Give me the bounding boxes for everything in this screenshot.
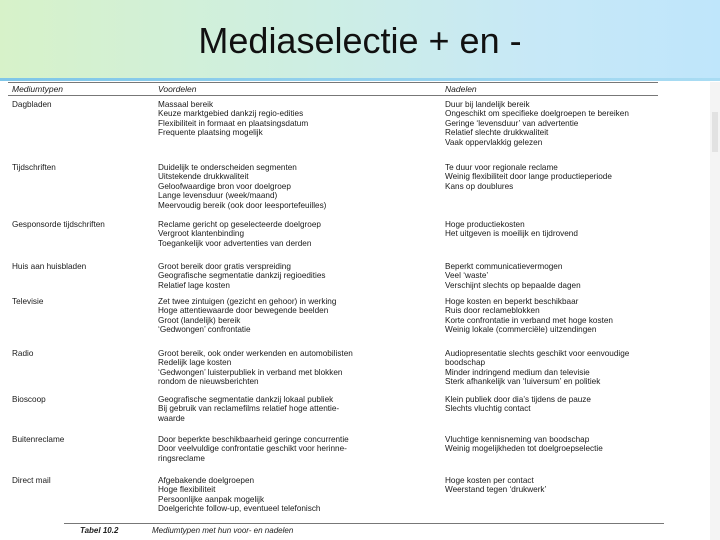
nadeel-item: Ongeschikt om specifieke doelgroepen te bereiken: [445, 109, 629, 119]
voordeel-item: Uitstekende drukkwaliteit: [158, 172, 249, 182]
table-header-row: [8, 82, 658, 96]
row-media-type: Tijdschriften: [12, 163, 56, 172]
voordeel-item: ‘Gedwongen’ confrontatie: [158, 325, 251, 335]
title-divider: [0, 78, 720, 81]
row-media-type: Dagbladen: [12, 100, 52, 109]
voordeel-item: Geografische segmentatie dankzij regioedities: [158, 271, 326, 281]
nadeel-item: Het uitgeven is moeilijk en tijdrovend: [445, 229, 578, 239]
nadeel-item: Korte confrontatie in verband met hoge kosten: [445, 315, 613, 325]
row-voordelen: [158, 435, 438, 463]
nadeel-item: Vaak oppervlakkig gelezen: [445, 137, 543, 147]
row-nadelen: [445, 297, 670, 335]
header-voordelen: Voordelen: [158, 84, 197, 94]
voordeel-item: ‘Gedwongen’ luisterpubliek in verband met blokken: [158, 367, 343, 377]
nadeel-item: Audiopresentatie slechts geschikt voor eenvoudige: [445, 349, 630, 358]
nadeel-item: Weinig flexibiliteit door lange productieperiode: [445, 172, 612, 182]
voordeel-item: waarde: [158, 413, 185, 423]
nadeel-item: Kans op doublures: [445, 181, 514, 191]
scrollbar-thumb[interactable]: [712, 112, 718, 152]
nadeel-item: Verschijnt slechts op bepaalde dagen: [445, 280, 581, 290]
voordeel-item: Toegankelijk voor advertenties van derden: [158, 238, 312, 248]
table-caption: [64, 523, 664, 536]
voordeel-item: Groot bereik door gratis verspreiding: [158, 262, 291, 271]
caption-label: Tabel 10.2: [80, 526, 119, 535]
media-table-image: [8, 82, 708, 534]
voordeel-item: Geloofwaardige bron voor doelgroep: [158, 181, 291, 191]
voordeel-item: Door veelvuldige confrontatie geschikt voor herinne-: [158, 444, 347, 454]
nadeel-item: Weinig mogelijkheden tot doelgroepselectie: [445, 444, 603, 454]
voordeel-item: Vergroot klantenbinding: [158, 229, 245, 239]
voordeel-item: Zet twee zintuigen (gezicht en gehoor) in werking: [158, 297, 337, 306]
row-voordelen: [158, 297, 438, 335]
row-media-type: Huis aan huisbladen: [12, 262, 87, 271]
row-media-type: Buitenreclame: [12, 435, 65, 444]
voordeel-item: Relatief lage kosten: [158, 280, 230, 290]
row-voordelen: [158, 100, 438, 138]
row-media-type: Radio: [12, 349, 34, 358]
voordeel-item: Groot (landelijk) bereik: [158, 315, 241, 325]
slide-title: Mediaselectie + en -: [198, 20, 522, 61]
nadeel-item: Hoge kosten per contact: [445, 476, 534, 485]
nadeel-item: Slechts vluchtig contact: [445, 404, 531, 414]
voordeel-item: Doelgerichte follow-up, eventueel telefonisch: [158, 504, 321, 514]
vertical-scrollbar[interactable]: [710, 82, 720, 540]
header-mediumtypen: Mediumtypen: [12, 84, 64, 94]
nadeel-item: Duur bij landelijk bereik: [445, 100, 530, 109]
voordeel-item: rondom de nieuwsberichten: [158, 377, 259, 387]
row-voordelen: [158, 262, 438, 290]
voordeel-item: Lange levensduur (week/maand): [158, 191, 278, 201]
voordeel-item: Redelijk lage kosten: [158, 358, 232, 368]
voordeel-item: Flexibiliteit in formaat en plaatsingsdatum: [158, 118, 309, 128]
row-voordelen: [158, 349, 438, 387]
nadeel-item: Te duur voor regionale reclame: [445, 163, 558, 172]
row-nadelen: [445, 349, 670, 387]
row-nadelen: [445, 476, 670, 495]
row-media-type: Televisie: [12, 297, 44, 306]
row-voordelen: [158, 220, 438, 248]
voordeel-item: Afgebakende doelgroepen: [158, 476, 255, 485]
row-nadelen: [445, 262, 670, 290]
voordeel-item: Duidelijk te onderscheiden segmenten: [158, 163, 297, 172]
voordeel-item: Meervoudig bereik (ook door leesportefeuilles): [158, 200, 327, 210]
voordeel-item: ringsreclame: [158, 453, 205, 463]
slide-title-bar: [0, 0, 720, 80]
row-media-type: Bioscoop: [12, 395, 46, 404]
row-voordelen: [158, 163, 438, 210]
nadeel-item: Weinig lokale (commerciële) uitzendingen: [445, 325, 597, 335]
row-media-type: Direct mail: [12, 476, 51, 485]
nadeel-item: Sterk afhankelijk van ‘luiversum’ en politiek: [445, 377, 601, 387]
voordeel-item: Keuze marktgebied dankzij regio-edities: [158, 109, 304, 119]
nadeel-item: Beperkt communicatievermogen: [445, 262, 563, 271]
voordeel-item: Groot bereik, ook onder werkenden en automobilisten: [158, 349, 353, 358]
nadeel-item: boodschap: [445, 358, 486, 368]
voordeel-item: Massaal bereik: [158, 100, 214, 109]
row-media-type: Gesponsorde tijdschriften: [12, 220, 105, 229]
caption-text: Mediumtypen met hun voor- en nadelen: [152, 526, 294, 535]
voordeel-item: Hoge flexibiliteit: [158, 485, 216, 495]
voordeel-item: Bij gebruik van reclamefilms relatief hoge attentie-: [158, 404, 340, 414]
row-voordelen: [158, 476, 438, 514]
nadeel-item: Geringe ‘levensduur’ van advertentie: [445, 118, 579, 128]
nadeel-item: Ruis door reclameblokken: [445, 306, 540, 316]
nadeel-item: Relatief slechte drukkwaliteit: [445, 128, 549, 138]
nadeel-item: Minder indringend medium dan televisie: [445, 367, 590, 377]
row-voordelen: [158, 395, 438, 423]
row-nadelen: [445, 395, 670, 414]
header-nadelen: Nadelen: [445, 84, 477, 94]
voordeel-item: Persoonlijke aanpak mogelijk: [158, 494, 265, 504]
voordeel-item: Frequente plaatsing mogelijk: [158, 128, 263, 138]
voordeel-item: Door beperkte beschikbaarheid geringe concurrentie: [158, 435, 349, 444]
nadeel-item: Weerstand tegen ‘drukwerk’: [445, 485, 547, 495]
row-nadelen: [445, 220, 670, 239]
nadeel-item: Klein publiek door dia’s tijdens de pauze: [445, 395, 591, 404]
voordeel-item: Geografische segmentatie dankzij lokaal publiek: [158, 395, 334, 404]
nadeel-item: Hoge kosten en beperkt beschikbaar: [445, 297, 579, 306]
voordeel-item: Hoge attentiewaarde door bewegende beelden: [158, 306, 329, 316]
nadeel-item: Hoge productiekosten: [445, 220, 525, 229]
row-nadelen: [445, 435, 670, 454]
nadeel-item: Veel ‘waste’: [445, 271, 489, 281]
row-nadelen: [445, 100, 670, 147]
row-nadelen: [445, 163, 670, 191]
voordeel-item: Reclame gericht op geselecteerde doelgroep: [158, 220, 321, 229]
nadeel-item: Vluchtige kennisneming van boodschap: [445, 435, 590, 444]
